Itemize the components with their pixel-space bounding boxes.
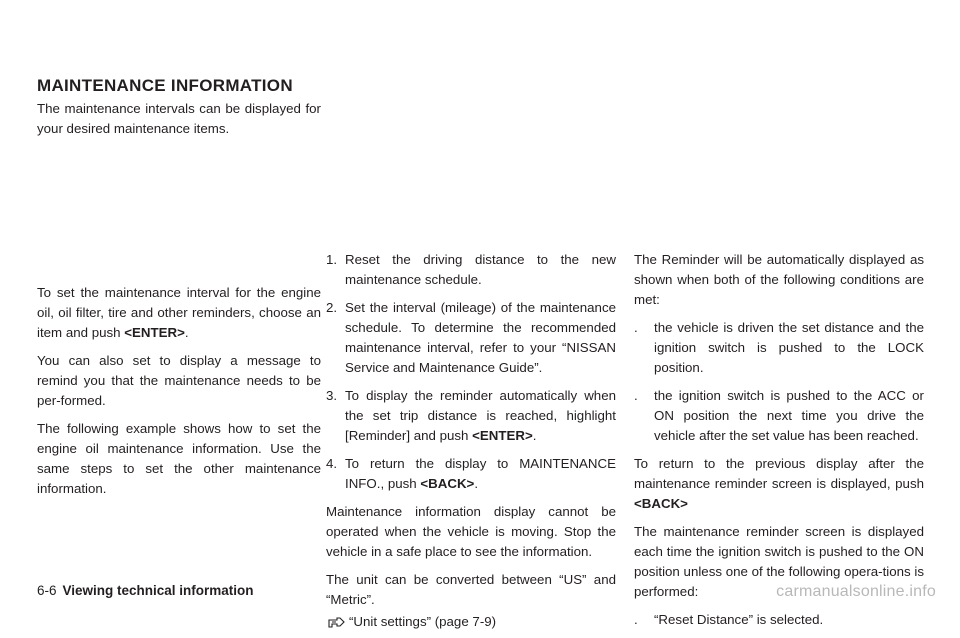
section-title: Viewing technical information	[62, 583, 254, 598]
back-key-label: <BACK>	[634, 496, 688, 511]
return-paragraph: To return to the previous display after the maintenance reminder screen is displayed, push <BACK>	[634, 456, 924, 511]
section-heading: MAINTENANCE INFORMATION	[37, 76, 293, 95]
reminder-display-paragraph: The Reminder will be automatically displayed as shown when both of the following conditions are met:	[634, 252, 924, 307]
step-item: 4. To return the display to MAINTENANCE INFO., push <BACK>.	[326, 456, 616, 491]
unit-settings-link: “Unit settings” (page 7-9)	[349, 614, 497, 629]
page-footer	[37, 582, 254, 600]
moving-warning-paragraph: Maintenance information display cannot be operated when the vehicle is moving. Stop the vehicle in a safe place to see the information.	[326, 504, 616, 559]
back-key-label: <BACK>	[420, 476, 475, 491]
example-paragraph: The following example shows how to set the engine oil maintenance information. Use the same steps to set the other maintenance information.	[37, 421, 321, 496]
condition-item: . the vehicle is driven the set distance and the ignition switch is pushed to the LOCK position.	[634, 320, 924, 375]
intro-paragraph: The maintenance intervals can be displayed for your desired maintenance items.	[37, 101, 321, 136]
pointing-hand-icon	[328, 614, 345, 629]
page-number: 6-6	[37, 583, 57, 598]
unit-settings-reference	[326, 612, 616, 632]
column-right-body	[634, 250, 924, 638]
step-item: 3. To display the reminder automatically when the set trip distance is reached, highlight [Reminder] and push <ENTER>.	[326, 388, 616, 443]
column-middle-body	[326, 250, 616, 632]
enter-key-label: <ENTER>	[124, 325, 185, 340]
reminder-repeat-paragraph: The maintenance reminder screen is displayed each time the ignition switch is pushed to the ON position unless one of the following opera-tions is performed:	[634, 524, 924, 599]
operation-item: . “Reset Distance” is selected.	[634, 612, 824, 627]
operations-list	[634, 610, 924, 630]
watermark: carmanualsonline.info	[776, 583, 936, 600]
enter-key-label: <ENTER>	[472, 428, 533, 443]
condition-item: . the ignition switch is pushed to the ACC or ON position the next time you drive the vehicle after the set value has been reached.	[634, 388, 924, 443]
set-interval-paragraph: To set the maintenance interval for the engine oil, oil filter, tire and other reminders, choose an item and push <ENTER>.	[37, 285, 321, 340]
step-item: 1. Reset the driving distance to the new maintenance schedule.	[326, 252, 616, 287]
reminder-paragraph: You can also set to display a message to remind you that the maintenance needs to be per-formed.	[37, 353, 321, 408]
unit-paragraph: The unit can be converted between “US” and “Metric”.	[326, 572, 616, 607]
conditions-list	[634, 318, 924, 446]
column-left-body	[37, 283, 321, 507]
steps-list	[326, 250, 616, 494]
step-item: 2. Set the interval (mileage) of the maintenance schedule. To determine the recommended maintenance interval, refer to your “NISSAN Service and Maintenance Guide”.	[326, 300, 616, 375]
